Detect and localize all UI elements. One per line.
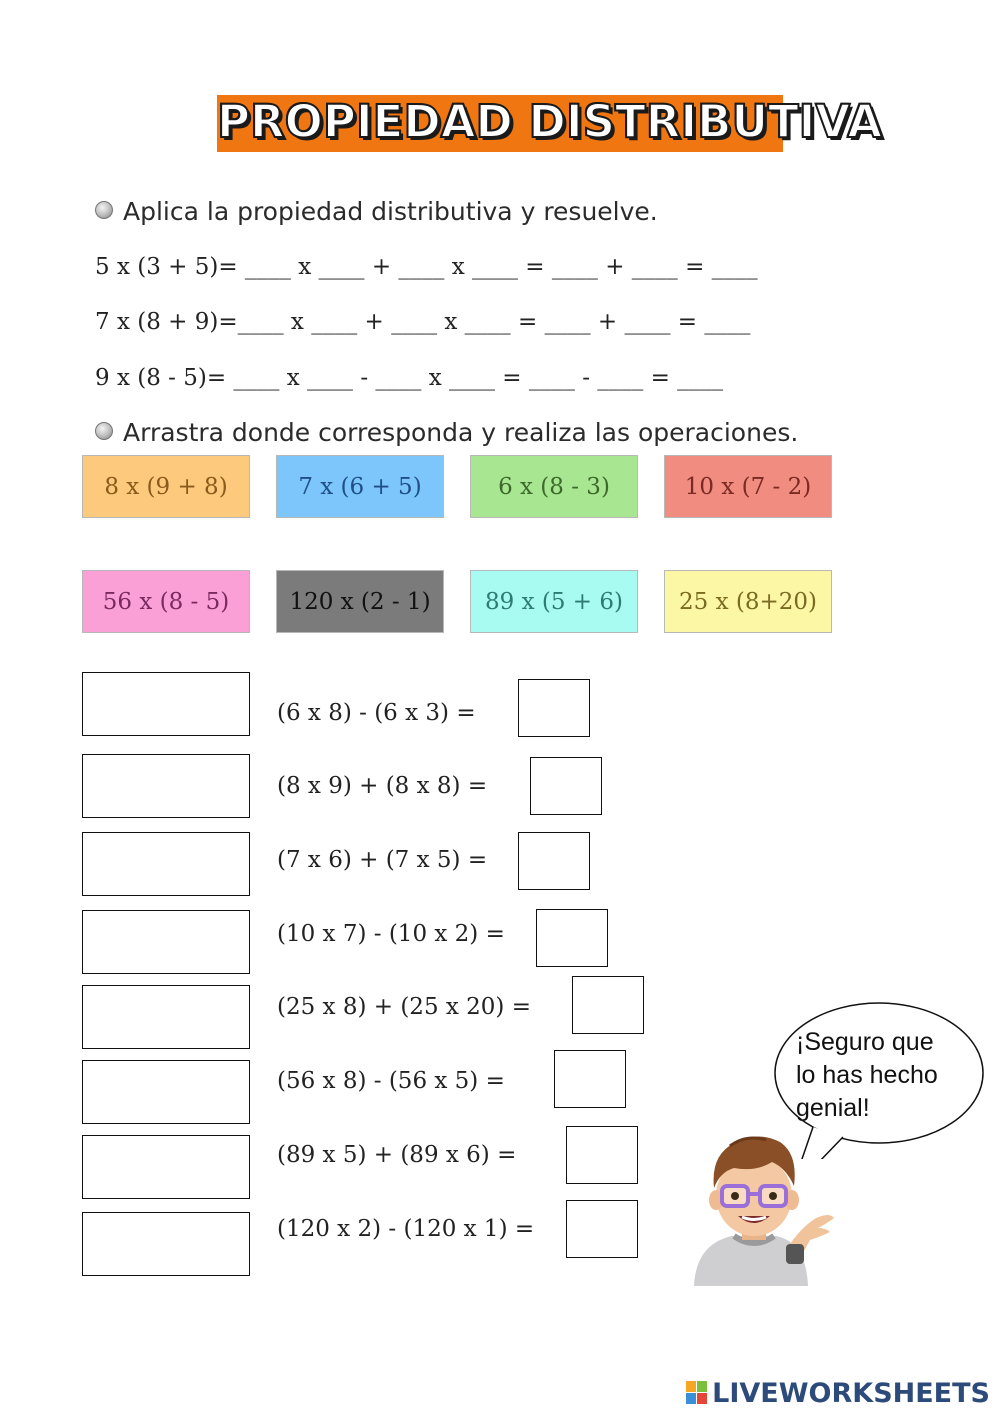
drop-box-6[interactable]	[82, 1060, 250, 1124]
result-box-7[interactable]	[566, 1126, 638, 1184]
drag-card-56x8-5[interactable]: 56 x (8 - 5)	[82, 570, 250, 633]
operation-7: (89 x 5) + (89 x 6) =	[277, 1142, 517, 1168]
instruction-1	[95, 197, 658, 226]
result-box-1[interactable]	[518, 679, 590, 737]
instruction-1-text: Aplica la propiedad distributiva y resuelve.	[123, 197, 658, 226]
result-box-4[interactable]	[536, 909, 608, 967]
result-box-3[interactable]	[518, 832, 590, 890]
operation-1: (6 x 8) - (6 x 3) =	[277, 700, 476, 726]
drop-box-5[interactable]	[82, 985, 250, 1049]
equation-row-2[interactable]: 7 x (8 + 9)=____ x ____ + ____ x ____ = ____ + ____ = ____	[95, 309, 751, 335]
speech-line-1: ¡Seguro que	[796, 1028, 934, 1056]
drag-card-89x5-6[interactable]: 89 x (5 + 6)	[470, 570, 638, 633]
drop-box-8[interactable]	[82, 1212, 250, 1276]
page-title: PROPIEDAD DISTRIBUTIVA	[217, 95, 883, 148]
operation-3: (7 x 6) + (7 x 5) =	[277, 847, 488, 873]
result-box-8[interactable]	[566, 1200, 638, 1258]
operation-8: (120 x 2) - (120 x 1) =	[277, 1216, 535, 1242]
drag-card-7x6-5[interactable]: 7 x (6 + 5)	[276, 455, 444, 518]
result-box-5[interactable]	[572, 976, 644, 1034]
drag-card-8x9-8[interactable]: 8 x (9 + 8)	[82, 455, 250, 518]
speech-line-2: lo has hecho	[796, 1061, 938, 1089]
drop-box-1[interactable]	[82, 672, 250, 736]
avatar	[690, 1132, 840, 1286]
drop-box-4[interactable]	[82, 910, 250, 974]
drag-card-120x2-1[interactable]: 120 x (2 - 1)	[276, 570, 444, 633]
drop-box-2[interactable]	[82, 754, 250, 818]
drag-card-25x8-20[interactable]: 25 x (8+20)	[664, 570, 832, 633]
equation-row-3[interactable]: 9 x (8 - 5)= ____ x ____ - ____ x ____ = ____ - ____ = ____	[95, 365, 724, 391]
drop-box-7[interactable]	[82, 1135, 250, 1199]
drag-card-10x7-2[interactable]: 10 x (7 - 2)	[664, 455, 832, 518]
speech-text	[796, 1026, 976, 1125]
drag-card-6x8-3[interactable]: 6 x (8 - 3)	[470, 455, 638, 518]
operation-5: (25 x 8) + (25 x 20) =	[277, 994, 531, 1020]
instruction-2-text: Arrastra donde corresponda y realiza las operaciones.	[123, 418, 799, 447]
footer-brand: LIVEWORKSHEETS	[712, 1377, 990, 1409]
instruction-2	[95, 418, 798, 447]
bullet-icon	[95, 201, 113, 219]
operation-6: (56 x 8) - (56 x 5) =	[277, 1068, 505, 1094]
operation-4: (10 x 7) - (10 x 2) =	[277, 921, 505, 947]
drop-box-3[interactable]	[82, 832, 250, 896]
bullet-icon	[95, 422, 113, 440]
operation-2: (8 x 9) + (8 x 8) =	[277, 773, 488, 799]
result-box-2[interactable]	[530, 757, 602, 815]
result-box-6[interactable]	[554, 1050, 626, 1108]
liveworksheets-logo-icon	[685, 1379, 709, 1407]
footer-logo	[685, 1375, 990, 1411]
speech-line-3: genial!	[796, 1094, 870, 1122]
equation-row-1[interactable]: 5 x (3 + 5)= ____ x ____ + ____ x ____ = ____ + ____ = ____	[95, 254, 758, 280]
